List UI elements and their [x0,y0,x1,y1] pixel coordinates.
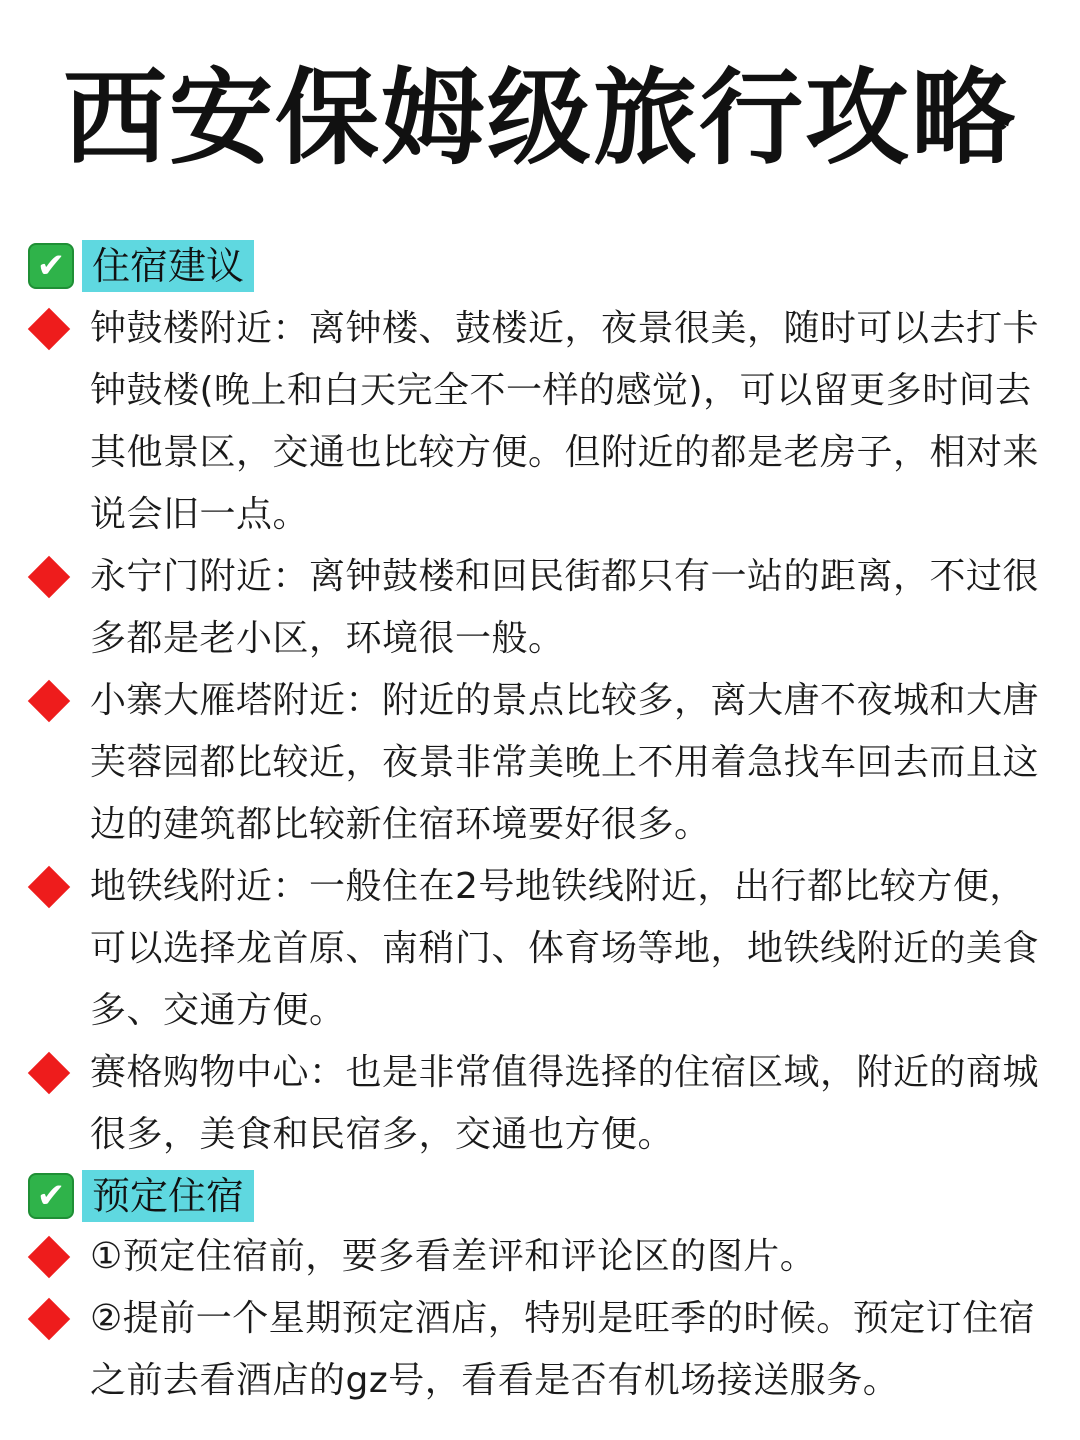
list-item [32,670,1042,856]
list-item [32,1226,1042,1288]
red-diamond-icon [28,1236,70,1278]
list-item [32,856,1042,1042]
section-heading: 预定住宿 [82,1170,254,1222]
red-diamond-icon [28,308,70,350]
red-diamond-icon [28,1298,70,1340]
red-diamond-icon [28,1052,70,1094]
list-item-text: ①预定住宿前，要多看差评和评论区的图片。 [90,1236,817,1277]
check-mark-icon: ✔ [28,243,74,289]
section-header-accommodation [28,240,254,292]
red-diamond-icon [28,680,70,722]
section-heading: 住宿建议 [82,240,254,292]
list-item-text: 赛格购物中心：也是非常值得选择的住宿区域，附近的商城很多，美食和民宿多，交通也方便。 [90,1052,1040,1155]
list-item-text: 小寨大雁塔附近：附近的景点比较多，离大唐不夜城和大唐芙蓉园都比较近，夜景非常美晚上不用着急找车回去而且这边的建筑都比较新住宿环境要好很多。 [90,680,1040,845]
check-mark-icon: ✔ [28,1173,74,1219]
section-header-booking [28,1170,254,1222]
list-item-text: ②提前一个星期预定酒店，特别是旺季的时候。预定订住宿之前去看酒店的gz号，看看是否有机场接送服务。 [90,1298,1036,1401]
list-item [32,1288,1042,1412]
list-item [32,546,1042,670]
list-item [32,298,1042,546]
red-diamond-icon [28,866,70,908]
list-item-text: 永宁门附近：离钟鼓楼和回民街都只有一站的距离，不过很多都是老小区，环境很一般。 [90,556,1040,659]
page-title: 西安保姆级旅行攻略 [62,57,1017,179]
list-item-text: 地铁线附近：一般住在2号地铁线附近，出行都比较方便，可以选择龙首原、南稍门、体育场等地，地铁线附近的美食多、交通方便。 [90,866,1040,1031]
list-item-text: 钟鼓楼附近：离钟楼、鼓楼近，夜景很美，随时可以去打卡钟鼓楼(晚上和白天完全不一样的感觉)，可以留更多时间去其他景区，交通也比较方便。但附近的都是老房子，相对来说会旧一点。 [90,308,1040,535]
list-item [32,1042,1042,1166]
red-diamond-icon [28,556,70,598]
